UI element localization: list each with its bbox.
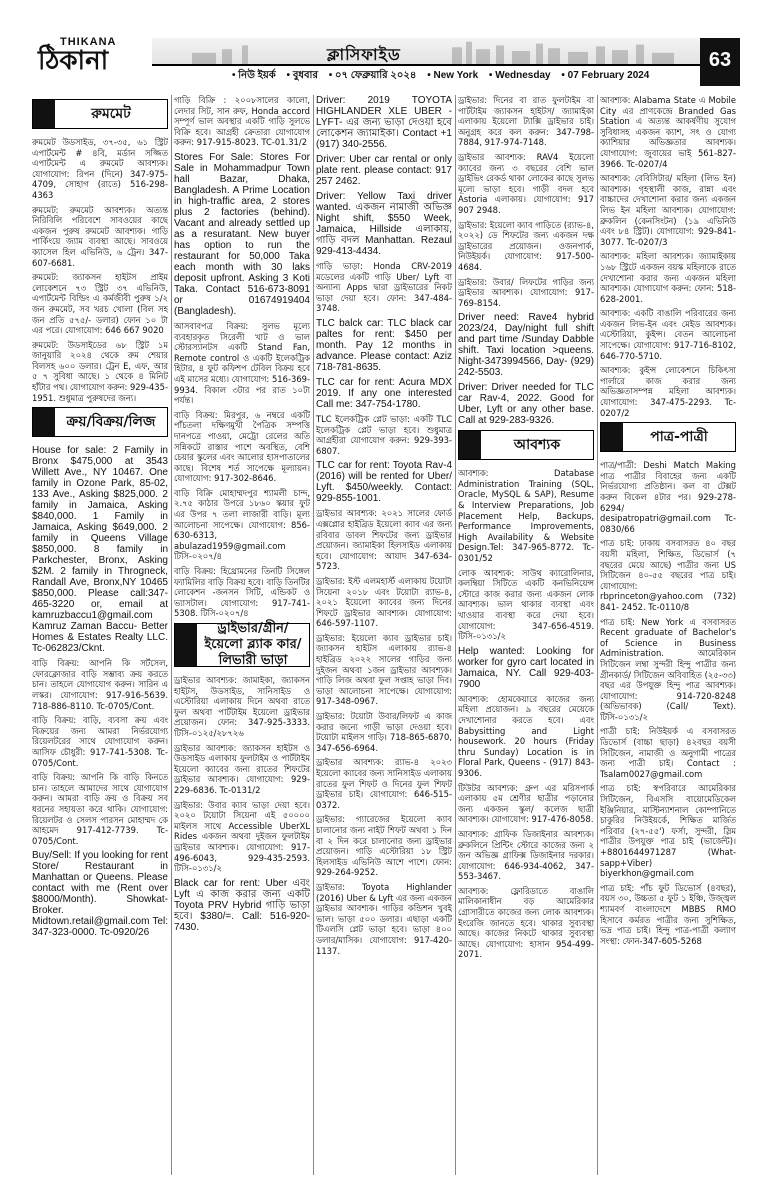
column-1 [32, 95, 168, 1175]
classified-ad: রুমমেট: রুমমেট আবশ্যক। অত্যন্ত নিরিবিলি পরিবেশে সাবওয়ের কাছে একজন পুরুষ রুমমেট আবশ্যক। গাড়ি পার্কিংয়ে জ্যাম ব্যবস্থা আছে। সাবওয়ে ক্যাসেল হিল এভিনিউ, ৬ ট্রেন। 347-607-6681. [32, 204, 168, 268]
date-item: • ০৭ ফেব্রুয়ারি ২০২৪ [328, 70, 417, 81]
date-item: • বুধবার [286, 70, 318, 81]
column-rule [455, 95, 456, 1175]
classified-ad: ড্রাইভার: উবার/ লিফটের গাড়ির জন্য ড্রাইভার আবশ্যক। যোগাযোগ: 917-769-8154. [458, 276, 594, 308]
logo-bangla: ঠিকানা [38, 46, 109, 76]
classified-ad: TLC balck car: TLC black car paltes for rent: $450 per month. Pay 12 months in advance. Please contact: Aziz 718-781-8635. [316, 317, 452, 373]
classified-ad: ড্রাইভার আবশ্যক: জ্যাকসন হাইটস ও উডসাইড এলাকায় ফুলটাইম ও পার্টটাইম ইয়েলো ক্যাবের জন্য রাতের শিফটের ড্রাইভার আবশ্যক। যোগাযোগ: 929-229-6836. Tc-0131/2 [174, 742, 310, 795]
classified-ad: পাত্র চাই: স্বপরিবারে আমেরিকার সিটিজেন, বিএসসি বায়োমেডিকেল ইঞ্জিনিয়ার, মাস্টিন্যাশনাল কোম্পানিতে চাকুরির নিউইয়র্কে, শিক্ষিত মার্জিত পরিবার (২৭-৫৫') ফর্সা, সুন্দরী, স্লিম পাত্রীর উপযুক্ত পাত্র চাই (ভার্জেন্ট)। +8801644971287 (What-sapp+Viber) biyerkhon@gmail.com [600, 783, 736, 879]
bride-section-header [600, 422, 736, 452]
classified-ad: রুমমেট: জ্যাকসন হাইটস প্রাইম লোকেশনে ৭৩ স্ট্রিট ৩৭ এভিনিউ, এপার্টমেন্ট বিল্ডিং এ কর্মজীবী পুরুষ ১/২ জন রুমমেট, সব খরচ খোলা (বিল সহ জন প্রতি ৫৭৫/- ডলার) ফোন ১০ টা এর পরে। যোগাযোগ: 646 667 9020 [32, 272, 168, 336]
column-rule [597, 95, 598, 1175]
classified-ad: পাত্র চাই: ঢাকায় বসবাসরত ৪০ বছর বয়সী মহিলা, শিক্ষিত, ডিভোর্স (৭ বছরের মেয়ে আছে) পাত্রীর জন্য US সিটিজেন ৪০-৫৫ বছরের পাত্র চাই। যোগাযোগ: rbprinceton@yahoo.com (732) 841- 2452. Tc-0110/8 [600, 538, 736, 612]
roommate-heading: রুমমেট [91, 106, 131, 122]
classified-ad: আবশ্যক: মহিলা আবশ্যক। জ্যামাইকায় ১৬৮ স্ট্রিটে একজন বয়স্ক মহিলাকে রাতে দেখাশোনা করার জন্য একজন মহিলা আবশ্যক। যোগাযোগ করুন: ফোন: 518-628-2001. [600, 251, 736, 304]
buysell-section-header [32, 407, 168, 437]
classified-ad: ড্রাইভার: টয়োটা উবার/লিফট এ কাজ করার জন্যে গাড়ী ভাড়া দেওয়া হবে। টয়োটা মাইলস গাড়ি। 718-865-6870, 347-656-6964. [316, 711, 452, 753]
classified-ad: লোক আবশ্যক: সাউথ ক্যারোলিনার, কলম্বিয়া সিটিতে একটি কনভিনিয়েন্স স্টোরে কাজ করার জন্য একজন লোক আবশ্যক। ভাল থাকার ব্যবস্থা এবং খাওয়ার ব্যবস্থা করে দেয়া হবে। যোগাযোগ: 347-656-4519. টিসি-০১৩১/২ [458, 567, 594, 642]
classified-ad: ড্রাইভার: দিনের বা রাত ফুলটাইম বা পার্টটাইম জ্যাকসন হাইটস/ জ্যামাইকা এলাকায় ইয়েলো ট্যাক্সি ড্রাইভার চাই। অনুগ্রহ করে কল করুন: 347-798-7884, 917-974-7148. [458, 95, 594, 148]
classified-ad: পাত্র/পাত্রী: Deshi Match Making পাত্র পাত্রীর বিবাহের জন্য একটি নির্ভরযোগ্য প্রতিষ্ঠান। কল বা টেক্সট করুন বিকেল ৪টার পর। 929-278-6294/ desipatropatri@gmail.com Tc-0830/66 [600, 460, 736, 534]
classified-ad: ড্রাইভার: উবার ক্যাব ভাড়া দেয়া হবে। ২০২০ টয়োটা সিয়েনা এই ৫০০০০ মাইলস সাথে Accessible UberXL Rides একজন অথবা দুইজন ফুলটাইম ড্রাইভার আবশ্যক। যোগাযোগ: 917-496-6043, 929-435-2593. টিসি-০১৩১/২ [174, 799, 310, 874]
classified-ad: Driver: Uber car rental or only plate rent. please contact: 917 257 2462. [316, 154, 452, 187]
classified-ad: TLC car for rent: Toyota Rav-4 (2016) will be rented for Uber/ Lyft. $450/weekly. Contact: 929-855-1001. [316, 460, 452, 505]
column-4 [458, 95, 594, 1175]
classified-ad: গাড়ি বিক্রি : ২০০৮সালের কালো, লেদার সিট, সান রুফ, Honda accord সম্পূর্ণ ভাল অবস্থার একটি গাড়ি সুলভে বিক্রি হবে। আগ্রহী ক্রেতারা যোগাযোগ করুন: 917-915-8023. TC-01.31/2 [174, 95, 310, 148]
column-5 [600, 95, 736, 1175]
classified-ad: Driver: 2019 TOYOTA HIGHLANDER XLE UBER - LYFT- এর জন্য ভাড়া দেওয়া হবে লোকেশন জ্যামাইকা। Contact +1 (917) 340-2556. [316, 95, 452, 150]
logo-english: THIKANA [60, 36, 117, 48]
classified-ad: Help wanted: Looking for worker for gyro cart located in Jamaica, NY. Call 929-403-7900 [458, 645, 594, 690]
classified-ad: আবশ্যক: কুইন্স লোকেশনে চিকিৎসা পার্লারে কাজ করার জন্য অভিজ্ঞতাসম্পন্ন মহিলা আবশ্যক। যোগাযোগ: 347-475-2293. Tc-0207/2 [600, 365, 736, 418]
classified-ad: গাড়ি ভাড়া: Honda CRV-2019 মডেলের একটি গাড়ি Uber/ Lyft বা অন্যান্য Apps দ্বারা ড্রাইভারের নিকট ভাড়া দেয়া হবে। ফোন: 347-484-3748. [316, 261, 452, 314]
classified-ad: Driver need: Rave4 hybrid 2023/24, Day/night full shift and part time /Sunday Dabble shift. Taxi location >queens. Night-3473994566, Day- (929) 242-5503. [458, 312, 594, 379]
classified-ad: Stores For Sale: Stores For Sale in Mohammadpur Town hall Bazar, Dhaka, Bangladesh. A Prime Location in high-traffic area, 2 stores plus 2 factories (behind). Vacant and already settled up as a resuratant. New buyer has option to run the restaurant for 50,000 Taka each month with 30 laks deposit upfront. Asking 3 Koti Taka. Contact 516-673-8091 or 01674919404 (Bangladesh). [174, 151, 310, 317]
classified-ad: পাত্রী চাই: নিউইয়র্ক এ বসবাসরত ডিভোর্স (বাচ্চা ছাড়া) ৪২বছর বয়সী সিটিজেন, নামাজী ও অনুগামী পাত্রের জন্য পাত্রী চাই। Contact : Tsalam0027@gmail.com [600, 726, 736, 779]
classified-ad: ড্রাইভার আবশ্যক: জামাইকা, জ্যাকসন হাইটস, উডসাইড, সানিসাইড ও এস্টোরিয়া এলাকায় দিনে অথবা রাতে ফুল অথবা পার্টটাইম ইয়েলো ড্রাইভার প্রয়োজন। ফোন: 347-925-3333. টিসি-০১২৫/২৮৭২৬ [174, 675, 310, 738]
classified-ad: ড্রাইভার আবশ্যক: RAV4 ইয়েলো ক্যাবের জন্য ৩ বছরের বেশি ভাল ড্রাইভিং রেকর্ড থাকা লোকের কাছে সুলভ মূল্যে ভাড়া হবে। গাড়ী বদল হবে Astoria এলাকায়। যোগাযোগ: 917 907 2948. [458, 151, 594, 215]
needed-heading: আবশ্যক [513, 437, 561, 454]
classified-ad: বাড়ি বিক্রি মোহাম্মদপুর শ্যামলী চান্দ, ২.৭৫ কাঠার উপরে ১৮৬০ স্কয়ার ফুট এর উপর ৭ তলা লাজারী বাড়ি। মূল্য আলোচনা সাপেক্ষে। যোগাযোগ: 856-630-6313, abulazad1959@gmail.com টিসি-০২০৭/৪ [174, 487, 310, 562]
classified-ad: House for sale: 2 Family in Bronx $475,000 at 3543 Willett Ave., NY 10467. One family in Ozone Park, 85-02, 133 Ave., Asking $825,000. 2 family in Jamaica, Asking $840,000. 1 Family in Jamaica, Asking $649,000. 2 family in Queens Village $850,000. 8 family in Parkchester, Bronx, Asking $2M. 2 family in Throgneck, Randall Ave, Bronx,NY 10465 $850,000. Please call:347-465-3220 or, email at kamruzbaccu1@gmail.com Kamruz Zaman Baccu- Better Homes & Estates Realty LLC. Tc-062823/Cknt. [32, 445, 168, 655]
classified-ad: Black car for rent: Uber এবং Lyft এ কাজ করার জন্য একটি Toyota PRV Hybrid গাড়ি ভাড়া হবে। $380/=. Call: 516-920-7430. [174, 877, 310, 933]
buysell-heading: ক্রয়/বিক্রয়/লিজ [66, 414, 156, 431]
classified-ad: Driver: Driver needed for TLC car Rav-4, 2022. Good for Uber, Lyft or any other base. Call at 929-283-9326. [458, 382, 594, 427]
bride-heading: পাত্র-পাত্রী [650, 429, 708, 446]
classified-ad: ড্রাইভার: ইয়েলো ক্যাব ড্রাইভার চাই। জ্যাকসন হাইটস এলাকায় র‍্যাভ-৪ হাইব্রিড ২০২২ সালের গাড়ির জন্য দুইজন অথবা ১জন ড্রাইভার আবশ্যক। গাড়ি লিজ অথবা ফুল সপ্তাহ ভাড়া দিব। ভাড়া আলোচনা সাপেক্ষে। যোগাযোগ: 917-348-0967. [316, 632, 452, 707]
driver-heading: ড্রাইভার/গ্রীন/ইয়েলো ব্ল্যাক কার/লিভারী ভাড়া [204, 621, 302, 668]
classified-ad: ড্রাইভার: গ্যারেজের ইয়েলো ক্যাব চালানোর জন্য নাইট শিফট অথবা ১ দিন বা ২ দিন করে চালানোর জন্য ড্রাইভার প্রয়োজন। গাড়ি এস্টোরিয়া ১৮ স্ট্রিট হিলসাইড এভিনিউ আশে পাশে। ফোন: 929-264-9252. [316, 814, 452, 878]
section-banner [152, 38, 700, 66]
classified-ad: পাত্র চাই: New York এ বসবাসরত Recent graduate of Bachelor's of Science in Business Administration. আমেরিকান সিটিজেন লম্বা সুন্দরী হিন্দু পাত্রীর জন্য গ্রীনকার্ড/ সিটিজেন অবিবাহিত (২৫-৩৩) বছর এর উপযুক্ত হিন্দু পাত্র আবশ্যক। যোগাযোগ: 914-720-8248 (অভিভাবক) (Call/ Text). টিসি-০১৩১/২ [600, 616, 736, 722]
page-number: 63 [700, 38, 740, 86]
classified-ad: ড্রাইভার: ইস্ট এলমহার্স্ট এলাকায় টয়োটা সিয়েনা ২০১৮ এবং টয়োটা র‍্যাভ-৪, ২০২১ ইয়েলো ক্যাবের জন্য দিনের শিফটে ড্রাইভার আবশ্যক। যোগাযোগ: 646-597-1107. [316, 575, 452, 629]
classified-ad: আবশ্যক: বেবিসিটার/ মহিলা (লিভ ইন) আবশ্যক। গৃহস্থালী কাজ, রান্না এবং বাচ্চাদের দেখাশোনা করার জন্য একজন লিভ ইন মহিলা আবশ্যক। যোগাযোগ: ব্রুকলিন (কেনসিংটন) (১৯ এভিনিউ এবং ৮৪ স্ট্রিট)। যোগাযোগ: 929-841-3077. Tc-0207/3 [600, 173, 736, 247]
classified-ad: আবশ্যক: গ্রাফিক ডিজাইনার আবশ্যক। ব্রুকলিনে প্রিন্টিং স্টোরে কাজের জন্য ২ জন অভিজ্ঞ গ্রাফিক্স ডিজাইনার দরকার। যোগাযোগ: 646-934-4062, 347-553-3467. [458, 828, 594, 882]
classified-ad: আবশ্যক: ফ্লোরিডাতে বাঙালি মালিকানাধীন বড় আমেরিকার গ্রোসারীতে কাজের জন্য লোক আবশ্যক। ইংরেজি জানতে হবে। থাকার সুব্যবস্থা আছে। কাজের নিকটে থাকার সুব্যবস্থা আছে। যোগাযোগ: হাসান 954-499-2071. [458, 885, 594, 960]
classified-ad: ড্রাইভার: Toyota Highlander (2016) Uber & Lyft এর জন্য একজন ড্রাইভার আবশ্যক। গাড়ির কন্ডিশন খুবই ভাল। ভাড়া ৫০০ ডলার। এছাড়া একটি টিএলসি প্লেট ভাড়া হবে। ভাড়া ৪০০ ডলার/মাসিক। যোগাযোগ: 917-420-1137. [316, 881, 452, 956]
dateline [152, 68, 700, 84]
classified-ad: বাড়ি বিক্রয়: মিরপুর, ৬ নম্বরে একটি পাঁচতলা দক্ষিণমুখী পৈত্রিক সম্পত্তি দানপত্রে পাওয়া, মেট্রো রেলের অতি সন্নিকটে রাস্তার পাশে অবস্থিত, বেশি চেয়ার স্কুলের এবং আলোর হাসপাতালের কাছে। বিশেষ শর্ত সাপেক্ষে মূল্যায়ন। যোগাযোগ: 917-302-8646. [174, 409, 310, 484]
classified-ad: ড্রাইভার আবশ্যক: ২০২১ সালের ফোর্ড এক্সপ্লোর হাইব্রিড ইয়েলো ক্যাব এর জন্য রবিবার ডাবল শিফটের জন্য ড্রাইভার প্রয়োজন। জ্যামাইকা হিলসাইড এলাকায় হবে। যোগাযোগ: আযাদ 347-634-5723. [316, 508, 452, 572]
classified-ad: রুমমেট উডসাইড, ৩৭-৩৫, ৬১ স্ট্রিট এপার্টমেন্ট # ৪বি, মর্ডান সজ্জিত এপার্টমেন্ট এ রুমমেট আবশ্যক। যোগাযোগ: রিপন (দিনে) 347-975-4709, সোহাগ (রাতে) 516-298-4363 [32, 137, 168, 200]
classified-ad: আসবাবপত্র বিক্রয়: সুলভ মূল্যে ব্যবহারকৃত সিরেলী খাট ও ভাল স্টোরস্যানটস একটি Stand Fan, Remote control ও একটি ইলেকট্রিক হিটার, ৪ ফুট কফিশপ টেবিল বিক্রয় হবে এই মাসের মধ্যে। যোগাযোগ: 516-369-9934. বিকাল ৩টার পর রাত ১০টা পর্যন্ত। [174, 320, 310, 406]
classified-ad: Driver: Yellow Taxi driver wanted. একজন নামাজী অভিজ্ঞ Night shift, $550 Week, Jamaica, Hillside এলাকায়, গাড়ি বদল Manhattan. Rezaul 929-413-4434. [316, 191, 452, 257]
classified-ad: বাড়ি বিক্রয়: হিথ্রোমনের তিনটি সিঙ্গেল ফ্যামিলির বাড়ি বিক্রয় হবে। বাড়ি তিনটির লোকেশন -জনসন সিটি, এন্ডিকট ও ভ্যাসটাল। যোগাযোগ: 917-741-5308. টিসি-০২০৭/৪ [174, 566, 310, 619]
driver-section-header [174, 623, 310, 667]
date-item: • New York [427, 70, 479, 81]
date-item: • Wednesday [488, 70, 551, 81]
classified-ad: টিউটর আবশ্যক: গ্রুপ এর মরিসপার্ক এলাকায় ৫ম শ্রেণীর ছাত্রীর পড়ানোর জন্য একজন স্কুল/ কলেজ ছাত্রী আবশ্যক। যোগাযোগ: 917-476-8058. [458, 782, 594, 825]
classified-ad: পাত্র চাই: পাঁচ ফুট ডিভোর্স (৪বছর), বয়স ৩০, উচ্চতা ৫ ফুট ১ ইঞ্চি, উজ্জ্বল শ্যামবর্ণ বাংলাদেশে MBBS RMO হিসাবে কর্মরত পাত্রীর জন্য সুশিক্ষিত, ভদ্র পাত্র চাই। হিন্দু পাত্র-পাত্রী কল্যাণ সংস্থা: ফোন-347-605-5268 [600, 882, 736, 946]
column-2 [174, 95, 310, 1175]
thikana-logo [32, 36, 152, 80]
skyline-illustration [152, 38, 700, 64]
column-rule [171, 95, 172, 1175]
classified-ad: ড্রাইভার: ইয়েলো ক্যাব গাড়িতে (র‍্যাভ-৪, ২০২২) ডে শিফটের জন্য একজন দক্ষ ড্রাইভারের প্রয়োজন। ওজনপার্ক, নিউইয়র্ক। যোগাযোগ: 917-500-4684. [458, 219, 594, 272]
classified-ad: TLC car for rent: Acura MDX 2019. If any one interested Call me: 347-754-1780. [316, 376, 452, 410]
needed-section-header [458, 430, 594, 460]
date-item: • নিউ ইয়র্ক [232, 70, 276, 81]
classified-ad: বাড়ি বিক্রয়: বাড়ি, ব্যবসা ক্রয় এবং বিক্রয়ের জন্য আমরা নির্ভরযোগ্য রিয়েলটরের সাথে যোগাযোগ করুন। আসিফ চৌধুরী: 917-741-5308. Tc-0705/Cont. [32, 715, 168, 768]
roommate-section-header [32, 99, 168, 129]
date-item: • 07 February 2024 [561, 70, 650, 81]
column-3 [316, 95, 452, 1175]
classified-ad: আবশ্যক: একটি বাঙালি পরিবারের জন্য একজন লিভ-ইন এবং মেইড আবশ্যক। এস্টোরিয়া, কুইন্স। বেতন আলোচনা সাপেক্ষে। যোগাযোগ: 917-716-8102, 646-770-5710. [600, 308, 736, 361]
classified-ad: বাড়ি বিক্রয়: আপনি কি সর্টসেল, ফোরক্লোজার বাড়ি সম্ভাব্য ক্রয় করতে চান। তাহলে যোগাযোগ করুন। সারিন এ লস্কর। যোগাযোগ: 917-916-5639. 718-886-8110. Tc-0705/Cont. [32, 658, 168, 711]
section-title: ক্লাসিফাইড [327, 45, 401, 64]
page-header [32, 36, 740, 88]
classified-ad: রুমমেট: উডসাইডের ৬৮ স্ট্রিট ১ম জানুয়ারি ২০২৪ থেকে রুম শেয়ার বিলসহ ৬০০ ডলার। ট্রেন E, এফ, আর ৫ ৭ সুবিধা আছে। ১ থেকে ৪ মিনিট হাঁটার পথ। যোগাযোগ করুন: 929-435-1951. শুধুমাত্র পুরুষদের জন্য। [32, 339, 168, 403]
classified-ad: আবশ্যক: হোমকেয়ারে কাজের জন্য মহিলা প্রয়োজন। ৯ বছরের মেয়েকে দেখাশোনার করতে হবে। এবং Babysitting and Light housework. 20 hours (Friday thru Sunday) Location is in Floral Park, Queens - (917) 843-9306. [458, 693, 594, 778]
classified-ad: Buy/Sell: If you looking for rent Store/ Restaurant in Manhattan or Queens. Please contact with me (Rent over $8000/Month). Showkat- Broker. Midtown.retail@gmail.com Tel: 347-323-0000. Tc-0920/26 [32, 850, 168, 939]
classified-ad: আবশ্যক: Alabama State এ Mobile City এর প্রাণকেন্দ্রে Branded Gas Station এ অত্যন্ত আকর্ষণীয় সুযোগ সুবিধাসহ একজন ক্যাশ, সৎ ও যোগ্য ক্যাশিয়ার অভিজ্ঞতার আবশ্যক। যোগাযোগ: জুবায়ের ভাই 561-827-3966. Tc-0207/4 [600, 95, 736, 169]
classified-ad: আবশ্যক: Database Administration Training (SQL, Oracle, MySQL & SAP), Resume & Interview Preparations, Job Placement Help, Backups, Performance Improvements, High Availability & Website Design.Tel: 347-965-8772. Tc-0301/52 [458, 468, 594, 564]
classified-ad: ড্রাইভার আবশ্যক: র‍্যাভ-৪ ২০২৩ ইয়েলো ক্যাবের জন্য সানিসাইড এলাকায় রাতের ফুল শিফট ও দিনের ফুল শিফট ড্রাইভার চাই। যোগাযোগ: 646-515-0372. [316, 757, 452, 810]
column-rule [313, 95, 314, 1175]
classified-ad: বাড়ি বিক্রয়: আপনি কি বাড়ি কিনতে চান। তাহলে আমাদের সাথে যোগাযোগ করুন। আমরা বাড়ি ক্রয় ও বিক্রয় সব ধরনের সহায়তা করে থাকি। যোগাযোগ: রিয়েলটর ও সেলস পারসন মোহাম্মদ কে আহমেদ 917-412-7739. Tc-0705/Cont. [32, 772, 168, 846]
classified-ad: TLC ইলেকট্রিক প্লেট ভাড়া: একটি TLC ইলেকট্রিক প্লেট ভাড়া হবে। শুধুমাত্র আগ্রহীরা যোগাযোগ করুন: 929-393-6807. [316, 413, 452, 456]
